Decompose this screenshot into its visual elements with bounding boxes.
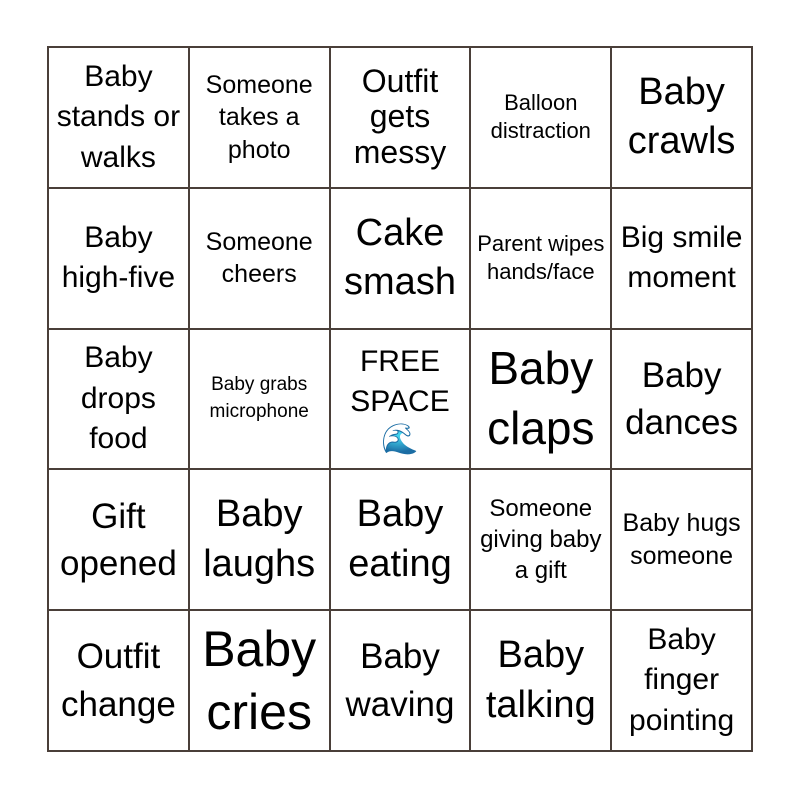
cell-label: Baby eating <box>348 493 452 585</box>
cell-label: Baby claps <box>487 342 595 454</box>
cell-label: Outfit gets messy <box>353 62 447 171</box>
bingo-cell[interactable] <box>611 469 752 610</box>
cell-label: Big smile moment <box>620 220 743 295</box>
bingo-cell[interactable] <box>470 47 611 188</box>
cell-label: Baby stands or walks <box>56 59 181 174</box>
bingo-cell[interactable] <box>189 47 330 188</box>
bingo-cell[interactable] <box>330 47 471 188</box>
cell-label: Baby talking <box>485 634 596 726</box>
bingo-cell[interactable] <box>330 610 471 751</box>
cell-label: Balloon distraction <box>490 89 591 144</box>
bingo-cell[interactable] <box>470 188 611 329</box>
bingo-cell[interactable] <box>48 469 189 610</box>
bingo-cell[interactable] <box>48 47 189 188</box>
bingo-cell[interactable] <box>330 469 471 610</box>
cell-label: Parent wipes hands/face <box>477 230 605 285</box>
bingo-cell[interactable] <box>470 469 611 610</box>
cell-label: Someone giving baby a gift <box>480 495 602 585</box>
cell-label: Someone takes a photo <box>205 70 313 164</box>
bingo-cell[interactable] <box>611 610 752 751</box>
cell-label: Baby finger pointing <box>629 622 735 737</box>
bingo-cell[interactable] <box>189 329 330 470</box>
cell-label: Baby high-five <box>61 220 176 295</box>
cell-label: Baby cries <box>202 621 317 740</box>
cell-label: Baby dances <box>625 355 739 442</box>
free-space-cell[interactable] <box>330 329 471 470</box>
cell-label: Outfit change <box>60 637 176 724</box>
bingo-cell[interactable] <box>189 610 330 751</box>
bingo-cell[interactable] <box>611 188 752 329</box>
bingo-cell[interactable] <box>330 188 471 329</box>
bingo-board <box>47 46 753 752</box>
cell-label: Gift opened <box>60 496 177 583</box>
bingo-cell[interactable] <box>611 329 752 470</box>
cell-label: Baby crawls <box>627 71 736 163</box>
cell-label: Someone cheers <box>205 227 313 289</box>
bingo-cell[interactable] <box>470 329 611 470</box>
bingo-cell[interactable] <box>48 188 189 329</box>
bingo-cell[interactable] <box>189 188 330 329</box>
cell-label: Baby laughs <box>203 493 316 585</box>
wave-icon: 🌊 <box>381 421 419 457</box>
cell-label: Baby hugs someone <box>622 509 741 570</box>
cell-label: Baby drops food <box>80 341 156 456</box>
bingo-cell[interactable] <box>48 329 189 470</box>
cell-label: Baby waving <box>345 637 455 724</box>
bingo-cell[interactable] <box>611 47 752 188</box>
bingo-cell[interactable] <box>189 469 330 610</box>
cell-label: Baby grabs microphone <box>209 374 309 422</box>
cell-label: Cake smash <box>344 211 456 304</box>
bingo-cell[interactable] <box>470 610 611 751</box>
bingo-cell[interactable] <box>48 610 189 751</box>
cell-label: FREE SPACE <box>350 344 450 419</box>
